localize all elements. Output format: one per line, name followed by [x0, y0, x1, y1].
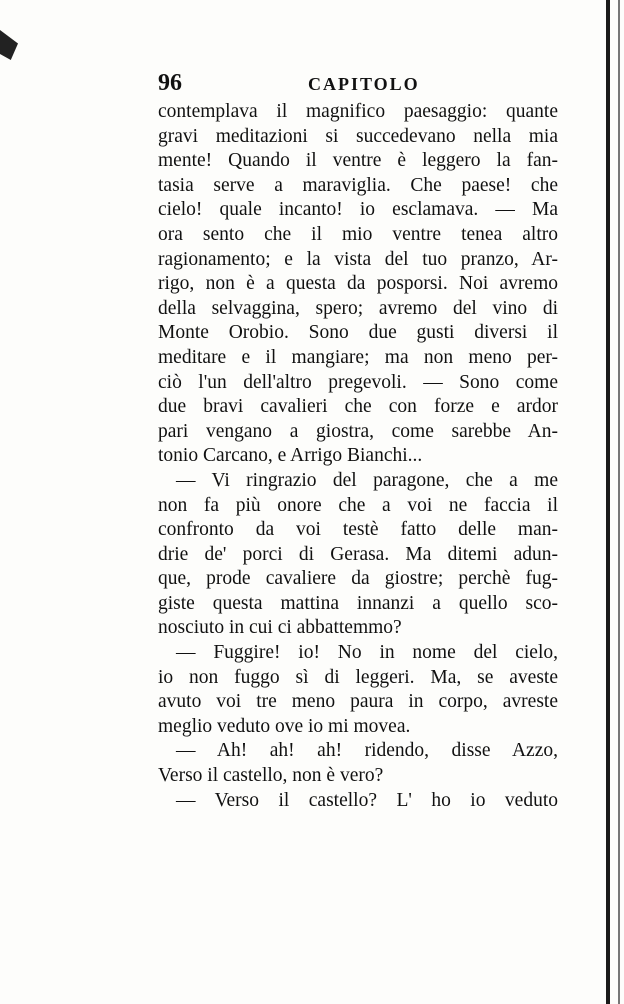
text-line: pari vengano a giostra, come sarebbe An- — [158, 420, 558, 442]
text-line: due bravi cavalieri che con forze e ardor — [158, 396, 558, 418]
text-line: contemplava il magnifico paesaggio: quante — [158, 101, 558, 122]
text-line: della selvaggina, spero; avremo del vino di — [158, 297, 558, 319]
text-line: — Fuggire! io! No in nome del cielo, — [176, 642, 558, 664]
text-line: ciò l'un dell'altro pregevoli. — Sono come — [158, 371, 558, 393]
text-line: nosciuto in cui ci abbattemmo? — [158, 617, 402, 639]
text-line: avuto voi tre meno paura in corpo, avreste — [158, 691, 558, 713]
text-line: meglio veduto ove io mi movea. — [158, 715, 411, 737]
text-line: Monte Orobio. Sono due gusti diversi il — [158, 322, 558, 344]
text-line: cielo! quale incanto! io esclamava. — Ma — [158, 199, 558, 221]
text-line: meditare e il mangiare; ma non meno per- — [158, 346, 558, 368]
page-number: 96 — [158, 70, 182, 96]
page-edge-mark — [0, 30, 18, 60]
text-line: tasia serve a maraviglia. Che paese! che — [158, 174, 558, 196]
running-head — [158, 70, 558, 100]
text-line: non fa più onore che a voi ne faccia il — [158, 494, 558, 516]
text-line: ora sento che il mio ventre tenea altro — [158, 223, 558, 245]
text-line: — Verso il castello? L' ho io veduto — [176, 789, 558, 811]
text-line: tonio Carcano, e Arrigo Bianchi... — [158, 445, 423, 467]
text-line: gravi meditazioni si succedevano nella mia — [158, 125, 558, 147]
text-line: confronto da voi testè fatto delle man- — [158, 519, 558, 541]
text-line: ragionamento; e la vista del tuo pranzo, Ar- — [158, 248, 558, 270]
text-line: drie de' porci di Gerasa. Ma ditemi adun- — [158, 543, 558, 565]
book-spine-edge — [618, 0, 620, 1004]
text-line: Verso il castello, non è vero? — [158, 765, 384, 787]
text-line: que, prode cavaliere da giostre; perchè fug- — [158, 568, 558, 590]
text-line: — Ah! ah! ah! ridendo, disse Azzo, — [176, 740, 558, 762]
text-line: giste questa mattina innanzi a quello sco- — [158, 592, 558, 614]
text-line: io non fuggo sì di leggeri. Ma, se aveste — [158, 666, 558, 688]
chapter-running-title: CAPITOLO — [308, 74, 420, 94]
book-spine-shadow — [606, 0, 610, 1004]
text-line: — Vi ringrazio del paragone, che a me — [176, 469, 558, 491]
text-line: mente! Quando il ventre è leggero la fan- — [158, 150, 558, 172]
text-line: rigo, non è a questa da posporsi. Noi avremo — [158, 273, 558, 295]
body-text — [158, 100, 558, 813]
